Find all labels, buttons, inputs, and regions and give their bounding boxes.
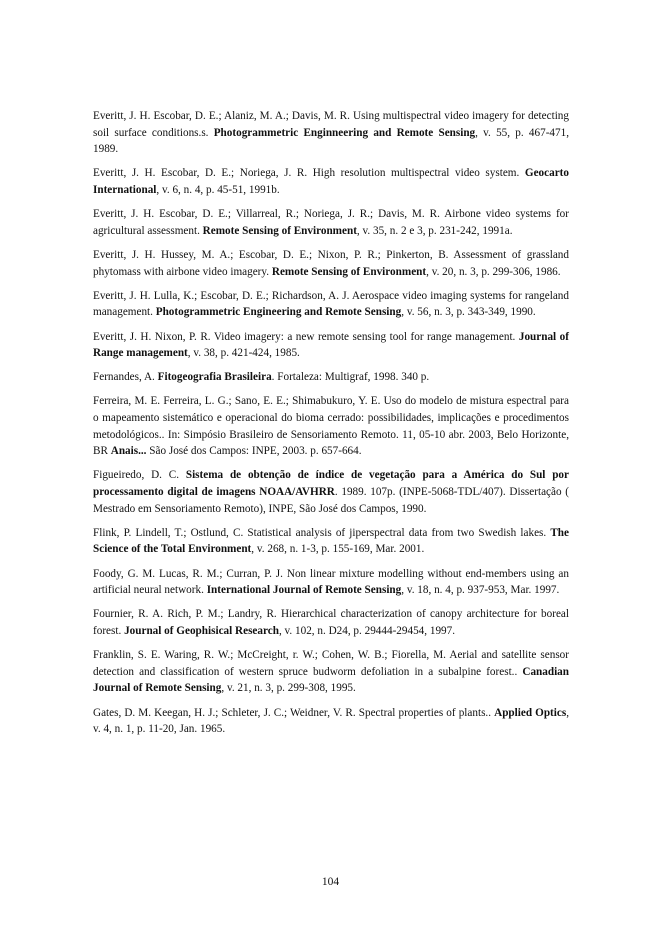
reference-details: , v. 268, n. 1-3, p. 155-169, Mar. 2001. bbox=[251, 543, 425, 556]
reference-journal: Remote Sensing of Environment bbox=[202, 224, 357, 237]
reference-details: , v. 55, p. 467-471, 1989. bbox=[93, 126, 569, 156]
reference-authors-title: Everitt, J. H. Escobar, D. E.; Villarreal, R.; Noriega, J. R.; Davis, M. R. Airbone video systems for agricultural assessment. bbox=[93, 208, 569, 237]
reference-entry bbox=[93, 108, 569, 158]
reference-details: , v. 18, n. 4, p. 937-953, Mar. 1997. bbox=[401, 584, 560, 597]
reference-entry bbox=[93, 606, 569, 639]
reference-details: São José dos Campos: INPE, 2003. p. 657-664. bbox=[146, 445, 362, 458]
reference-authors-title: Ferreira, M. E. Ferreira, L. G.; Sano, E. E.; Shimabukuro, Y. E. Uso do modelo de mistura espectral para o mapeamento sistemático e operacional do bioma cerrado: possibilidades, implicações e procedimentos metodológicos.. In: Simpósio Brasileiro de Sensoriamento Remoto. 11, 05-10 abr. 2003, Belo Horizonte, BR bbox=[93, 395, 569, 458]
reference-details: , v. 6, n. 4, p. 45-51, 1991b. bbox=[156, 183, 280, 196]
reference-journal: Photogrammetric Engineering and Remote Sensing bbox=[155, 306, 402, 319]
reference-authors-title: Gates, D. M. Keegan, H. J.; Schleter, J. C.; Weidner, V. R. Spectral properties of plants.. bbox=[93, 706, 495, 719]
reference-journal: Journal of Range management bbox=[93, 330, 569, 360]
reference-details: , v. 21, n. 3, p. 299-308, 1995. bbox=[221, 682, 356, 695]
reference-journal: Canadian Journal of Remote Sensing bbox=[93, 665, 569, 695]
reference-entry bbox=[93, 329, 569, 362]
reference-details: . 1989. 107p. (INPE-5068-TDL/407). Dissertação ( Mestrado em Sensoriamento Remoto), INPE, São José dos Campos, 1990. bbox=[93, 486, 569, 515]
reference-authors-title: Fernandes, A. bbox=[93, 371, 158, 384]
reference-details: , v. 35, n. 2 e 3, p. 231-242, 1991a. bbox=[356, 224, 513, 237]
reference-journal: The Science of the Total Environment bbox=[93, 526, 569, 556]
reference-entry bbox=[93, 566, 569, 599]
reference-entry bbox=[93, 165, 569, 198]
reference-entry bbox=[93, 393, 569, 459]
reference-journal: International Journal of Remote Sensing bbox=[206, 584, 402, 597]
reference-entry bbox=[93, 206, 569, 239]
reference-entry bbox=[93, 247, 569, 280]
reference-entry bbox=[93, 467, 569, 517]
reference-entry bbox=[93, 369, 569, 386]
reference-journal: Journal of Geophisical Research bbox=[124, 624, 279, 637]
reference-details: , v. 56, n. 3, p. 343-349, 1990. bbox=[401, 306, 536, 319]
reference-journal: Applied Optics bbox=[494, 706, 567, 719]
reference-journal: Photogrammetric Enginneering and Remote Sensing bbox=[213, 126, 476, 139]
reference-authors-title: Everitt, J. H. Hussey, M. A.; Escobar, D. E.; Nixon, P. R.; Pinkerton, B. Assessment of grassland phytomass with airbone video imagery. bbox=[93, 248, 569, 278]
reference-authors-title: Everitt, J. H. Lulla, K.; Escobar, D. E.; Richardson, A. J. Aerospace video imaging systems for rangeland management. bbox=[93, 289, 569, 319]
page-number: 104 bbox=[321, 876, 340, 888]
reference-details: , v. 20, n. 3, p. 299-306, 1986. bbox=[426, 265, 561, 278]
reference-details: , v. 102, n. D24, p. 29444-29454, 1997. bbox=[278, 624, 456, 637]
reference-journal: Sistema de obtenção de índice de vegetação para a América do Sul por processamento digital de imagens NOAA/AVHRR bbox=[93, 469, 569, 499]
reference-authors-title: Fournier, R. A. Rich, P. M.; Landry, R. Hierarchical characterization of canopy architecture for boreal forest. bbox=[93, 608, 569, 637]
reference-authors-title: Everitt, J. H. Nixon, P. R. Video imagery: a new remote sensing tool for range management. bbox=[93, 330, 519, 343]
reference-authors-title: Everitt, J. H. Escobar, D. E.; Alaniz, M. A.; Davis, M. R. Using multispectral video imagery for detecting soil surface conditions.s. bbox=[93, 110, 569, 139]
reference-entry bbox=[93, 288, 569, 321]
reference-authors-title: Franklin, S. E. Waring, R. W.; McCreight, r. W.; Cohen, W. B.; Fiorella, M. Aerial and satellite sensor detection and classification of western spruce budworm defoliation in a subalpine forest.. bbox=[93, 649, 569, 678]
reference-details: . Fortaleza: Multigraf, 1998. 340 p. bbox=[271, 371, 430, 384]
reference-authors-title: Foody, G. M. Lucas, R. M.; Curran, P. J. Non linear mixture modelling without end-members using an artificial neural network. bbox=[93, 567, 569, 597]
reference-entry bbox=[93, 647, 569, 697]
reference-journal: Geocarto International bbox=[93, 167, 569, 196]
reference-entry bbox=[93, 525, 569, 558]
reference-journal: Remote Sensing of Environment bbox=[271, 265, 427, 278]
reference-entry bbox=[93, 705, 569, 738]
reference-details: , v. 38, p. 421-424, 1985. bbox=[187, 347, 300, 360]
reference-journal: Anais... bbox=[110, 445, 147, 458]
reference-authors-title: Flink, P. Lindell, T.; Ostlund, C. Statistical analysis of jiperspectral data from two Swedish lakes. bbox=[93, 526, 551, 539]
reference-authors-title: Everitt, J. H. Escobar, D. E.; Noriega, J. R. High resolution multispectral video system. bbox=[93, 167, 525, 180]
reference-journal: Fitogeografia Brasileira bbox=[157, 371, 272, 384]
reference-list bbox=[93, 108, 569, 745]
reference-authors-title: Figueiredo, D. C. bbox=[93, 469, 186, 482]
reference-details: , v. 4, n. 1, p. 11-20, Jan. 1965. bbox=[93, 706, 569, 736]
